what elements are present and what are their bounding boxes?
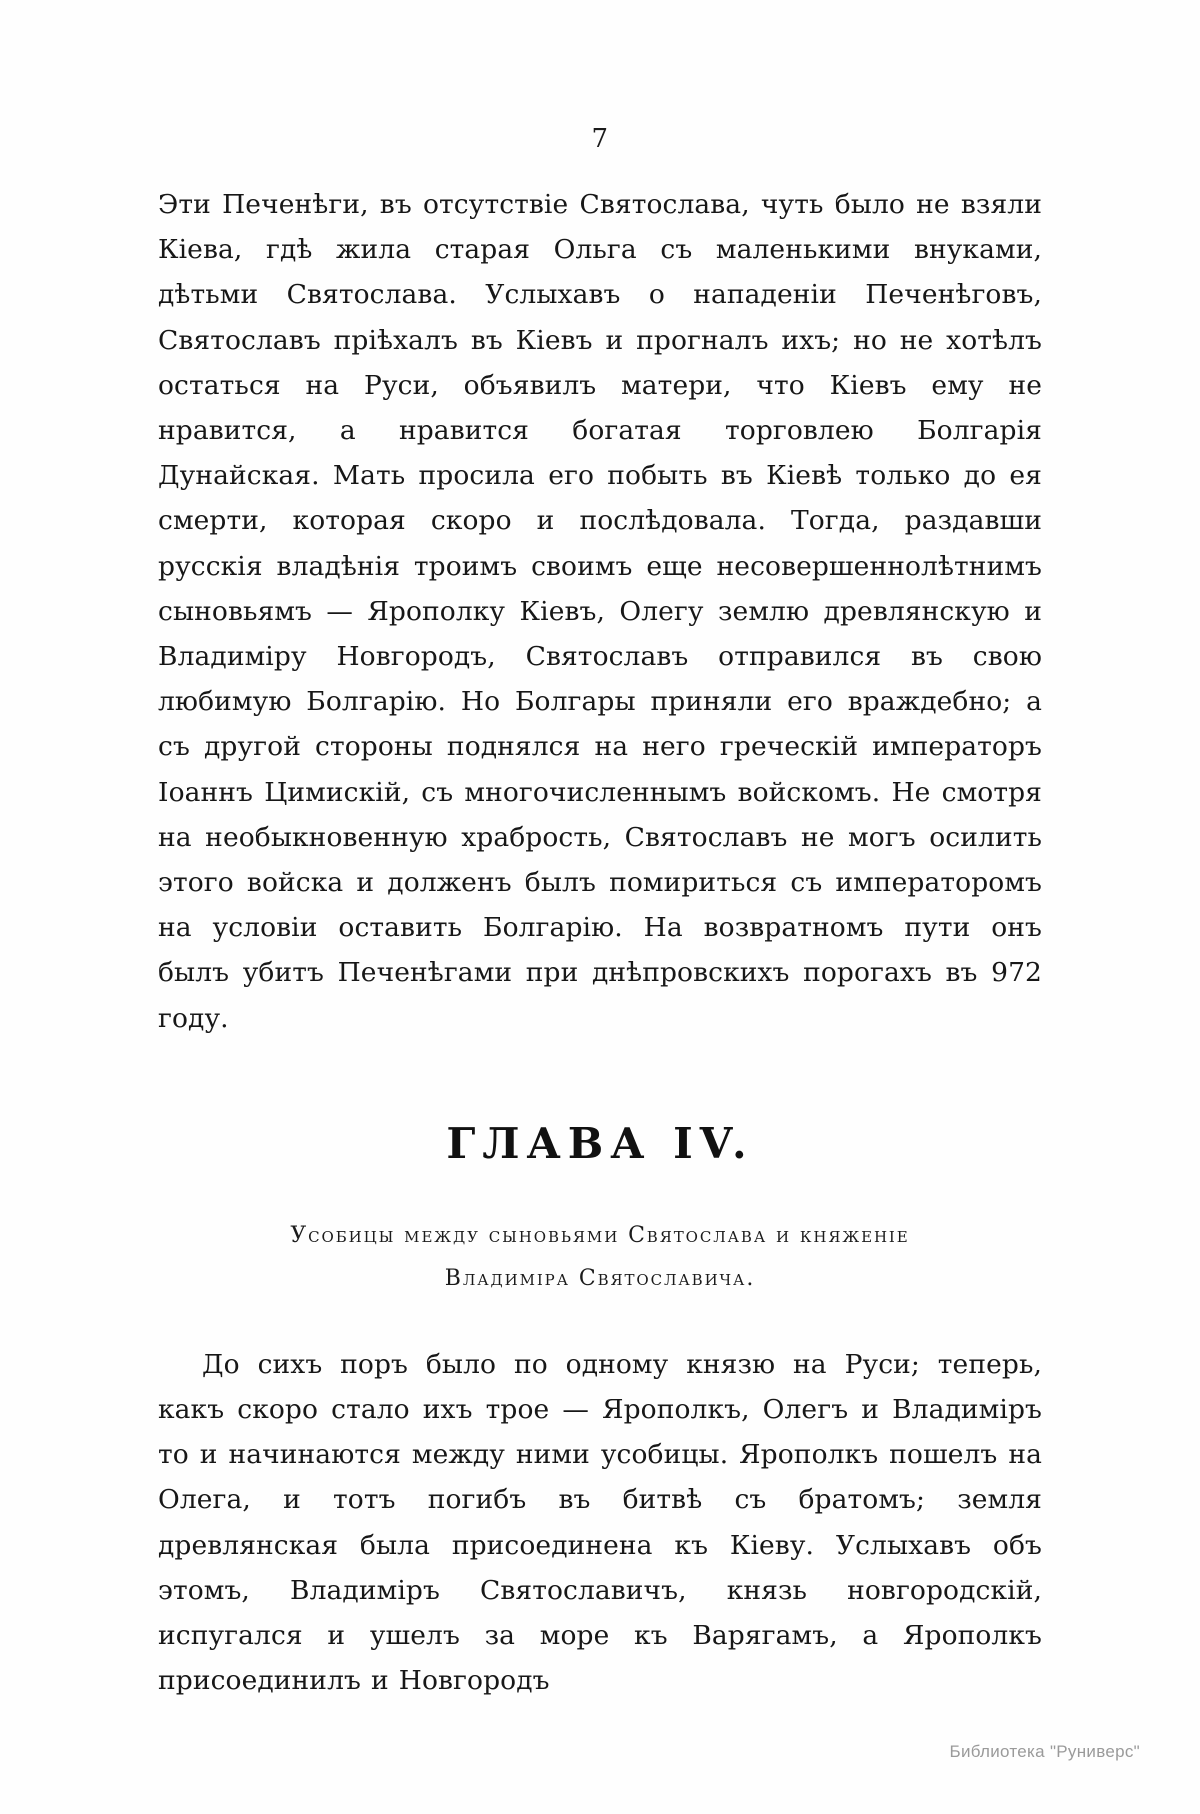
page-content [158, 182, 1042, 1703]
library-watermark: Библиотека "Руниверс" [949, 1742, 1140, 1761]
chapter-subtitle-line-1: Усобицы между сыновьями Святослава и княженіе [290, 1222, 910, 1248]
chapter-heading: ГЛАВА IV. [446, 1118, 754, 1168]
paragraph-block: До сихъ поръ было по одному князю на Руси; теперь, какъ скоро стало ихъ трое — Ярополкъ, Олегъ и Владиміръ то и начинаются между ними усобицы. Ярополкъ пошелъ на Олега, и тотъ погибъ въ битвѣ съ братомъ; земля древлянская была присоединена къ Кіеву. Услыхавъ объ этомъ, Владиміръ Святославичъ, князь новгородскій, испугался и ушелъ за море къ Варягамъ, а Ярополкъ присоединилъ и Новгородъ [158, 1348, 1042, 1697]
page-number: 7 [591, 124, 609, 154]
paragraph-block: Эти Печенѣги, въ отсутствіе Святослава, чуть было не взяли Кіева, гдѣ жила старая Ольга съ маленькими внуками, дѣтьми Святослава. Услыхавъ о нападеніи Печенѣговъ, Святославъ пріѣхалъ въ Кіевъ и прогналъ ихъ; но не хотѣлъ остаться на Руси, объявилъ матери, что Кіевъ ему не нравится, а нравится богатая торговлею Болгарія Дунайская. Мать просила его побыть въ Кіевѣ только до ея смерти, которая скоро и послѣдовала. Тогда, раздавши русскія владѣнія троимъ своимъ еще несовершеннолѣтнимъ сыновьямъ — Ярополку Кіевъ, Олегу землю древлянскую и Владиміру Новгородъ, Святославъ отправился въ свою любимую Болгарію. Но Болгары приняли его враждебно; а съ другой стороны поднялся на него греческій императоръ Іоаннъ Цимискій, съ многочисленнымъ войскомъ. Не смотря на необыкновенную храбрость, Святославъ не могъ осилить этого войска и долженъ былъ помириться съ императоромъ на условіи оставить Болгарію. На возвратномъ пути онъ былъ убитъ Печенѣгами при днѣпровскихъ порогахъ въ 972 году. [158, 189, 1042, 1034]
chapter-subtitle-line-2: Владиміра Святославича. [444, 1265, 756, 1291]
chapter-subtitle [158, 1214, 1042, 1300]
